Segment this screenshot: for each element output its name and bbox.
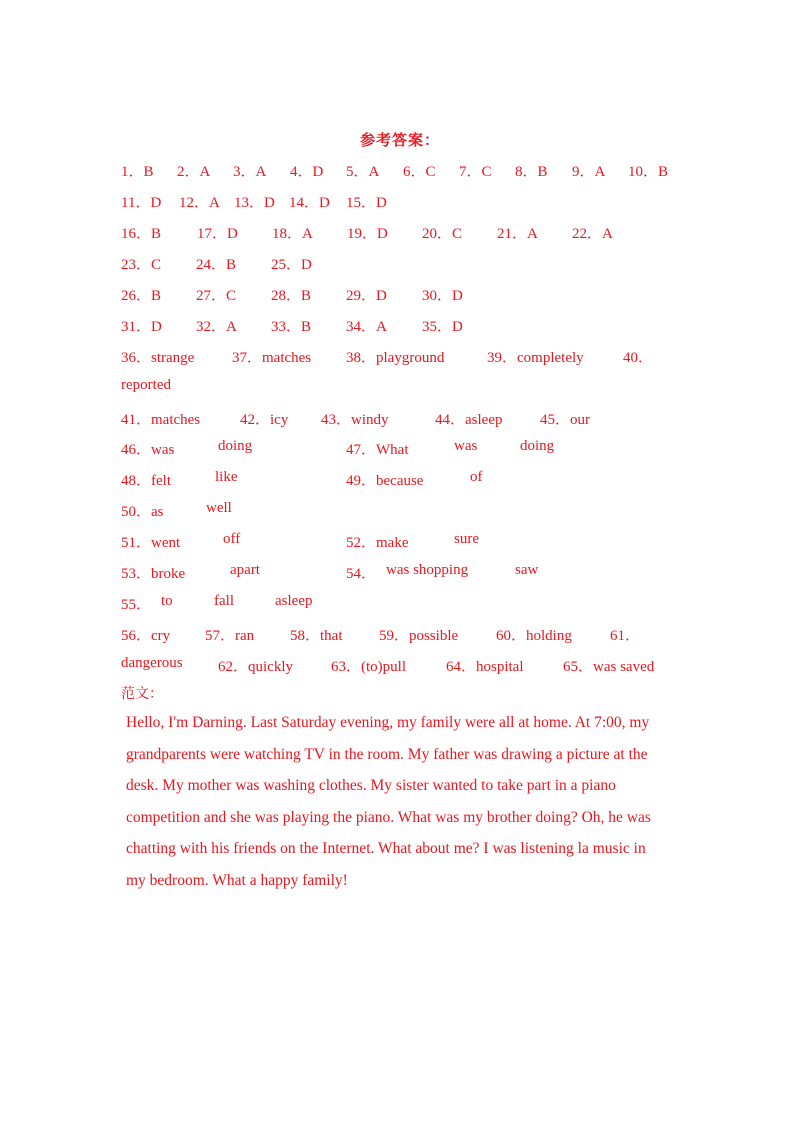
answer-37: 37．matches bbox=[232, 350, 312, 366]
answer-60: 60．holding bbox=[496, 628, 572, 644]
answer-55-part3: asleep bbox=[275, 593, 313, 609]
essay-line: desk. My mother was washing clothes. My sister wanted to take part in a piano bbox=[126, 777, 616, 794]
answer-26: 26．B bbox=[121, 288, 162, 304]
answer-46-part1: 46．was bbox=[121, 442, 175, 458]
answer-59: 59．possible bbox=[379, 628, 459, 644]
answer-27: 27．C bbox=[196, 288, 237, 304]
answer-47-part3: doing bbox=[520, 438, 555, 454]
essay-line: competition and she was playing the piano. What was my brother doing? Oh, he was bbox=[126, 808, 651, 826]
answer-49-part1: 49．because bbox=[346, 473, 424, 489]
answer-48-part2: like bbox=[215, 469, 238, 485]
answer-29: 29．D bbox=[346, 288, 387, 304]
answer-39: 39．completely bbox=[487, 350, 584, 366]
answer-16: 16．B bbox=[121, 226, 162, 242]
answer-4: 4．D bbox=[290, 164, 324, 180]
answer-47-part1: 47．What bbox=[346, 442, 409, 458]
answer-40-continued: reported bbox=[121, 377, 171, 393]
answer-43: 43．windy bbox=[321, 412, 389, 428]
answer-48-part1: 48．felt bbox=[121, 473, 171, 489]
answer-24: 24．B bbox=[196, 257, 237, 273]
answer-30: 30．D bbox=[422, 288, 463, 304]
answer-14: 14．D bbox=[289, 195, 330, 211]
answer-46-part2: doing bbox=[218, 438, 253, 454]
answer-62: 62．quickly bbox=[218, 659, 293, 675]
essay-line: chatting with his friends on the Internet. What about me? I was listening la music in bbox=[126, 840, 646, 857]
answer-44: 44．asleep bbox=[435, 412, 503, 428]
answer-50-part2: well bbox=[206, 500, 232, 516]
answer-7: 7．C bbox=[459, 164, 492, 180]
answer-10: 10．B bbox=[628, 164, 669, 180]
answer-52-part2: sure bbox=[454, 531, 479, 547]
answer-49-part2: of bbox=[470, 469, 483, 485]
answer-40: 40． bbox=[623, 350, 654, 366]
answer-61-continued: dangerous bbox=[121, 655, 183, 671]
answer-6: 6．C bbox=[403, 164, 436, 180]
essay-line: grandparents were watching TV in the room. My father was drawing a picture at the bbox=[126, 745, 648, 763]
answer-50-part1: 50．as bbox=[121, 504, 164, 520]
answer-34: 34．A bbox=[346, 319, 387, 335]
answer-53-part1: 53．broke bbox=[121, 566, 186, 582]
answer-18: 18．A bbox=[272, 226, 313, 242]
answer-17: 17．D bbox=[197, 226, 238, 242]
answer-36: 36．strange bbox=[121, 350, 195, 366]
answer-55-part1: to bbox=[161, 593, 173, 609]
answer-54-part2: saw bbox=[515, 562, 539, 578]
model-essay bbox=[121, 707, 691, 896]
answer-22: 22．A bbox=[572, 226, 613, 242]
answer-54-part1: was shopping bbox=[386, 562, 469, 578]
answer-56: 56．cry bbox=[121, 628, 171, 644]
answer-45: 45．our bbox=[540, 412, 590, 428]
answer-64: 64．hospital bbox=[446, 659, 524, 675]
answer-21: 21．A bbox=[497, 226, 538, 242]
answer-1: 1．B bbox=[121, 164, 154, 180]
answer-2: 2．A bbox=[177, 164, 211, 180]
answer-51-part2: off bbox=[223, 531, 241, 547]
answer-35: 35．D bbox=[422, 319, 463, 335]
answer-11: 11．D bbox=[121, 195, 162, 211]
answer-65: 65．was saved bbox=[563, 659, 655, 675]
answer-58: 58．that bbox=[290, 628, 343, 644]
answer-61: 61． bbox=[610, 628, 641, 644]
answer-51-part1: 51．went bbox=[121, 535, 181, 551]
answer-52-part1: 52．make bbox=[346, 535, 409, 551]
answer-28: 28．B bbox=[271, 288, 312, 304]
answer-57: 57．ran bbox=[205, 628, 255, 644]
answer-25: 25．D bbox=[271, 257, 312, 273]
answer-13: 13．D bbox=[234, 195, 275, 211]
answer-33: 33．B bbox=[271, 319, 312, 335]
answer-32: 32．A bbox=[196, 319, 237, 335]
answer-5: 5．A bbox=[346, 164, 380, 180]
answer-38: 38．playground bbox=[346, 350, 445, 366]
answer-3: 3．A bbox=[233, 164, 267, 180]
answer-19: 19．D bbox=[347, 226, 388, 242]
answer-key-title: 参考答案： bbox=[359, 133, 440, 149]
answer-12: 12．A bbox=[179, 195, 220, 211]
answer-23: 23．C bbox=[121, 257, 162, 273]
answer-54-number: 54． bbox=[346, 566, 377, 582]
model-essay-label: 范文： bbox=[121, 686, 163, 702]
answer-41: 41．matches bbox=[121, 412, 201, 428]
answer-55-part2: fall bbox=[214, 593, 234, 609]
answer-20: 20．C bbox=[422, 226, 463, 242]
answer-8: 8．B bbox=[515, 164, 548, 180]
answer-9: 9．A bbox=[572, 164, 606, 180]
answer-42: 42．icy bbox=[240, 412, 289, 428]
answer-55-number: 55． bbox=[121, 597, 152, 613]
answer-47-part2: was bbox=[454, 438, 478, 454]
essay-line: Hello, I'm Darning. Last Saturday evening, my family were all at home. At 7:00, my bbox=[126, 714, 650, 731]
answer-53-part2: apart bbox=[230, 562, 260, 578]
essay-line: my bedroom. What a happy family! bbox=[126, 871, 348, 889]
answer-15: 15．D bbox=[346, 195, 387, 211]
answer-63: 63．(to)pull bbox=[331, 659, 406, 675]
answer-31: 31．D bbox=[121, 319, 162, 335]
